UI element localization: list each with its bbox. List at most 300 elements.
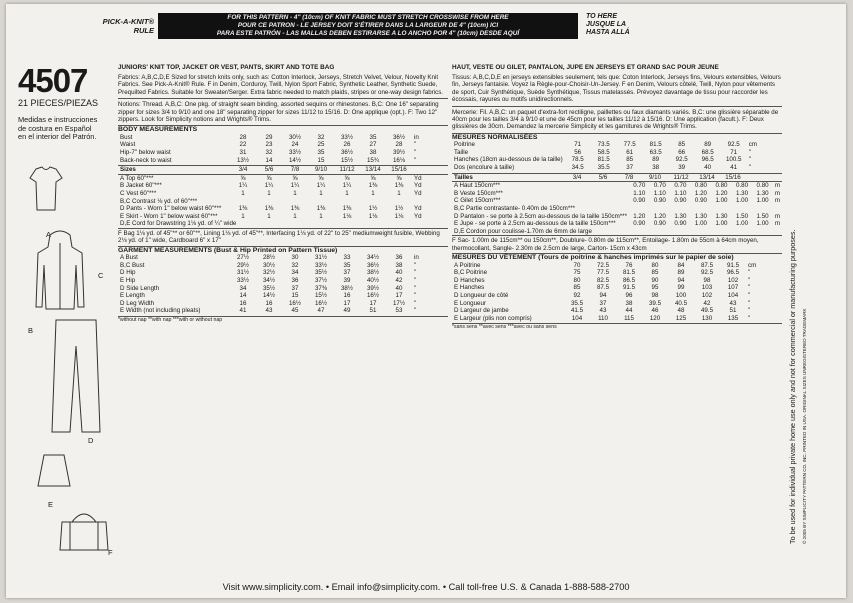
cell-value: 35 [369, 133, 377, 141]
cell-value: 1 [267, 190, 271, 197]
mesures-heading: MESURES NORMALISÉES [452, 133, 538, 141]
figure-label-c: C [98, 271, 104, 280]
table-row [452, 262, 758, 270]
cell-value: 1¼ [264, 182, 274, 190]
cell-value: 31½ [314, 254, 328, 262]
table-row [118, 205, 424, 213]
cell-value: 94 [599, 291, 607, 299]
cell-value: 40 [704, 164, 712, 172]
cell-value: 29 [265, 133, 273, 141]
cell-value: 46 [651, 307, 659, 315]
cell-value: 34 [291, 269, 299, 277]
unit-cell: m [774, 182, 780, 190]
tote-bag-sketch [56, 504, 112, 554]
cell-value: 0.90 [633, 220, 646, 228]
row-label: D Side Length [120, 284, 160, 292]
cell-value: 1.30 [736, 189, 749, 197]
cell-value: 47 [317, 307, 325, 315]
unit-cell: " [748, 269, 751, 277]
cell-value: 80 [573, 276, 581, 284]
unit-cell: " [414, 261, 417, 269]
size-cell: 15/16 [725, 173, 741, 181]
row-label: E Hanches [454, 284, 485, 292]
cell-value: 1 [345, 190, 349, 197]
cell-value: ⅝ [370, 174, 376, 182]
cell-value: 28 [395, 141, 403, 149]
cell-value: 1 [267, 212, 271, 220]
cell-value: 17 [343, 299, 351, 307]
cell-value: 26 [343, 141, 351, 149]
sizes-label: Tailles [454, 173, 473, 181]
unit-cell: cm [748, 261, 757, 269]
cell-value: 94 [677, 276, 685, 284]
cell-value: 49 [343, 307, 351, 315]
cell-value: 71 [730, 148, 738, 156]
cell-value: 39.5 [648, 299, 662, 307]
cell-value: 81.5 [597, 156, 610, 164]
cell-value: 32 [265, 149, 273, 157]
cell-value: 36½ [340, 149, 354, 157]
cell-value: ⅝ [266, 174, 272, 182]
row-label: E Largeur (plis non compris) [454, 314, 532, 322]
cell-value: 0.70 [653, 182, 666, 190]
unit-cell: Yd [414, 212, 422, 220]
row-label: Taille [454, 148, 469, 156]
cell-value: 34 [239, 284, 247, 292]
table-row [452, 284, 758, 292]
cell-value: 17 [369, 299, 377, 307]
unit-cell: " [748, 314, 751, 322]
cell-value: 85 [626, 156, 634, 164]
cell-value: 1 [293, 190, 297, 197]
cell-value: 38½ [340, 284, 354, 292]
cell-value: 1¼ [316, 182, 326, 190]
table-row [118, 277, 421, 285]
cell-value: 40.5 [674, 299, 688, 307]
cell-value: 1.00 [736, 220, 749, 228]
cell-value: 91.5 [726, 261, 740, 269]
unit-cell: in [414, 254, 419, 262]
to-here-fr: JUSQUE LA [586, 21, 627, 28]
row-label: E Jupe - se porte à 2.5cm au-dessous de la taille 150cm*** [454, 220, 616, 228]
size-cell: 7/8 [624, 173, 634, 181]
cell-value: 95 [651, 284, 659, 292]
cell-value: 1⅜ [290, 205, 300, 213]
cell-value: 104 [727, 291, 739, 299]
garment-measurements-heading: GARMENT MEASUREMENTS (Bust & Hip Printed on Pattern Tissue) [118, 246, 338, 254]
cell-value: 30½ [288, 133, 302, 141]
row-label: A Haut 150cm*** [454, 182, 501, 190]
table-row [118, 307, 421, 315]
cell-value: 17 [395, 292, 403, 300]
cell-value: 1⅛ [342, 212, 352, 220]
size-cell: 3/4 [238, 166, 248, 174]
cell-value: 35.5 [597, 164, 610, 172]
unit-cell: " [414, 284, 417, 292]
cell-value: 89 [704, 141, 712, 149]
cell-value: 125 [675, 314, 687, 322]
size-cell: 15/16 [391, 166, 407, 174]
cell-value: 92.5 [675, 156, 688, 164]
cell-value: 15 [291, 292, 299, 300]
cell-value: 103 [701, 284, 713, 292]
cell-value: 15½ [340, 156, 354, 164]
row-label: A Top 60"*** [120, 174, 154, 182]
row-label: D Longueur de côté [454, 291, 509, 299]
english-sizes-row [118, 166, 412, 174]
size-cell: 5/6 [598, 173, 608, 181]
size-cell: 3/4 [572, 173, 582, 181]
table-row [452, 205, 782, 213]
unit-cell: " [748, 291, 751, 299]
row-label: B,C Partie contrastante- 0.40m de 150cm*** [454, 205, 576, 212]
row-label: Dos (encolure à taille) [454, 164, 515, 172]
cell-value: 1 [371, 190, 375, 197]
cell-value: 78.5 [571, 156, 584, 164]
cell-value: 81.5 [622, 269, 636, 277]
cell-value: 1¼ [238, 182, 248, 190]
cell-value: 1¼ [290, 182, 300, 190]
cell-value: 48 [677, 307, 685, 315]
cell-value: 1 [319, 212, 323, 220]
unit-cell: m [774, 220, 780, 228]
french-title: HAUT, VESTE OU GILET, PANTALON, JUPE EN JERSEYS ET GRAND SAC POUR JEUNE [452, 64, 719, 71]
french-tissus: Tissus: A,B,C,D,E en jerseys extensibles seulement, tels que: Coton Interlock, Jerseys fins, Velours extensibles, Velours fin, Jerseys fantaisie. Voyez la Règle-pour-Choisir-Un-Jersey. F en Denim, Velours côtelé, Twill, Nylon pour vêtements de sport, Cuir Synthétique, Suède Synthétique, Tissus matelassés. Prévoyez davantage de tissu pour raccorder les écossais, rayures ou motifs unidirectionnels. [452, 74, 781, 104]
cell-value: 43 [729, 299, 737, 307]
cell-value: 0.90 [674, 197, 687, 205]
cell-value: 73.5 [597, 141, 610, 149]
row-label: D Hip [120, 269, 136, 277]
cell-value: 1⅜ [316, 205, 326, 213]
unit-cell: " [414, 156, 417, 164]
size-cell: 11/12 [673, 173, 689, 181]
cell-value: 35½ [262, 284, 276, 292]
cell-value: 84 [677, 261, 685, 269]
cell-value: 102 [701, 291, 713, 299]
cell-value: 1.10 [674, 189, 687, 197]
cell-value: 81.5 [649, 141, 662, 149]
cell-value: 43 [265, 307, 273, 315]
cell-value: 36½ [366, 261, 380, 269]
cell-value: 16½ [314, 299, 328, 307]
cell-value: 30½ [262, 261, 276, 269]
cell-value: 34½ [366, 254, 380, 262]
cell-value: 23 [265, 141, 273, 149]
cell-value: 1.30 [715, 212, 728, 220]
table-row [452, 228, 782, 236]
table-row [452, 164, 759, 172]
cell-value: 1 [397, 190, 401, 197]
cell-value: 89 [677, 269, 685, 277]
cell-value: 38 [652, 164, 660, 172]
cell-value: 34.5 [571, 164, 584, 172]
cell-value: 85 [651, 269, 659, 277]
table-row [452, 307, 758, 315]
size-cell: 5/6 [264, 166, 274, 174]
cell-value: 33 [343, 254, 351, 262]
cell-value: 27½ [236, 254, 250, 262]
size-cell: 9/10 [648, 173, 662, 181]
row-label: C Gilet 150cm*** [454, 197, 501, 205]
piece-count: 21 PIECES/PIEZAS [18, 98, 99, 108]
unit-cell: " [414, 292, 417, 300]
cell-value: 1⅜ [394, 182, 404, 190]
cell-value: 42 [395, 276, 403, 284]
table-row [118, 149, 421, 157]
cell-value: 91.5 [622, 284, 636, 292]
table-row [118, 190, 424, 198]
row-label: B,C Contrast ⅛ yd. of 60"*** [120, 197, 198, 205]
cell-value: 37 [599, 299, 607, 307]
table-row [452, 149, 759, 157]
cell-value: 28 [239, 133, 247, 141]
cell-value: 110 [598, 314, 608, 322]
cell-value: 32 [317, 133, 325, 141]
cell-value: 66 [678, 148, 686, 156]
pattern-envelope-back [6, 4, 846, 598]
unit-cell: m [774, 212, 780, 220]
row-label: C Vest 60"*** [120, 190, 157, 197]
cell-value: 16½ [366, 292, 380, 300]
cell-value: 96 [625, 291, 633, 299]
cell-value: 86.5 [622, 276, 636, 284]
cell-value: 1⅛ [394, 212, 404, 220]
unit-cell: in [414, 133, 419, 141]
row-label: Poitrine [454, 141, 475, 149]
spanish-note: Medidas e instrucciones de costura en Español en el interior del Patrón. [18, 115, 98, 142]
cell-value: 89 [652, 156, 660, 164]
cell-value: 104 [571, 314, 583, 322]
unit-cell: " [748, 148, 751, 156]
cell-value: 31 [239, 149, 247, 157]
cell-value: 82.5 [596, 276, 610, 284]
vetement-table [452, 262, 758, 323]
bag-note: F Bag 1⅛ yd. of 45"** or 60"**, Lining 1⅛ yd. of 45"**, Interfacing 1⅛ yd. of 22" to 25" mediumweight fusible, Webbing 2⅛ yd. of 1" wide, Cardboard 6" x 17" [118, 229, 440, 245]
cell-value: ⅝ [292, 174, 298, 182]
cell-value: 102 [727, 276, 739, 284]
size-cell: 13/14 [699, 173, 715, 181]
english-column [118, 64, 448, 324]
cell-value: 1.30 [694, 212, 707, 220]
table-row [118, 198, 424, 206]
unit-cell: " [414, 276, 417, 284]
unit-cell: cm [748, 141, 757, 149]
cell-value: 0.90 [633, 197, 646, 205]
cell-value: 100 [675, 291, 687, 299]
cell-value: ⅝ [344, 174, 350, 182]
cell-value: 40 [395, 284, 403, 292]
row-label: Bust [120, 133, 133, 141]
cell-value: 1⅜ [264, 205, 274, 213]
table-row [118, 285, 421, 293]
sizes-label: Sizes [120, 166, 136, 174]
cell-value: 0.80 [715, 182, 728, 190]
cell-value: 120 [649, 314, 661, 322]
row-label: B,C Bust [120, 261, 145, 269]
cell-value: 1⅜ [238, 205, 248, 213]
french-sizes-row [452, 174, 746, 182]
cell-value: 14 [239, 292, 247, 300]
contact-footer: Visit www.simplicity.com. • Email info@simplicity.com. • Call toll-free U.S. & Canada 1-888-588-2700 [222, 582, 630, 592]
cell-value: 1.00 [694, 220, 707, 228]
cell-value: 1.20 [633, 212, 646, 220]
cell-value: 1 [241, 190, 245, 197]
cell-value: 29½ [236, 261, 250, 269]
cell-value: 41 [730, 164, 738, 172]
table-row [118, 213, 424, 221]
cell-value: 1.50 [736, 212, 749, 220]
cell-value: 41.5 [570, 307, 584, 315]
size-cell: 9/10 [314, 166, 328, 174]
figure-label-b: B [28, 326, 34, 335]
cell-value: 1.10 [633, 189, 646, 197]
cell-value: 96.5 [701, 156, 714, 164]
copyright-notice: © 2005 BY SIMPLICITY PATTERN CO. INC. PRINTED IN USA. ORIGINAL SIZES UNREGISTERED TRADEMARK [802, 308, 807, 544]
cell-value: 16 [343, 292, 351, 300]
row-label: Hanches (18cm au-dessous de la taille) [454, 156, 563, 164]
size-cell: 7/8 [290, 166, 300, 174]
table-row [452, 292, 758, 300]
unit-cell: " [414, 307, 417, 315]
unit-cell: " [414, 269, 417, 277]
unit-cell: " [414, 149, 417, 157]
unit-cell: Yd [414, 174, 422, 182]
cell-value: 16 [265, 299, 273, 307]
cell-value: 100.5 [725, 156, 742, 164]
table-row [118, 134, 421, 142]
to-here-es: HASTA ALLÁ [586, 29, 630, 36]
cell-value: 32 [291, 261, 299, 269]
table-row [452, 141, 759, 149]
cell-value: 0.80 [694, 182, 707, 190]
row-label: B,C Poitrine [454, 269, 488, 277]
table-row [118, 220, 424, 228]
english-yardage-table [118, 175, 424, 228]
cell-value: 130 [701, 314, 713, 322]
cell-value: 99 [677, 284, 685, 292]
figure-label-f: F [108, 548, 113, 557]
table-row [452, 182, 782, 190]
unit-cell: " [748, 307, 751, 315]
unit-cell: m [774, 197, 780, 205]
cell-value: 24 [291, 141, 299, 149]
cell-value: 1.30 [674, 212, 687, 220]
cell-value: 35 [343, 261, 351, 269]
row-label: B Jacket 60"*** [120, 182, 162, 190]
cell-value: 56 [574, 148, 582, 156]
row-label: B Veste 150cm*** [454, 189, 503, 197]
cell-value: 0.90 [653, 220, 666, 228]
garment-measurements-table [118, 254, 421, 315]
cell-value: 49.5 [700, 307, 714, 315]
unit-cell: " [748, 156, 751, 164]
table-row [452, 315, 758, 323]
cell-value: 107 [727, 284, 739, 292]
cell-value: 87.5 [700, 261, 714, 269]
cell-value: 87.5 [596, 284, 610, 292]
cell-value: 1.10 [653, 189, 666, 197]
pattern-number: 4507 [18, 62, 88, 99]
to-here-en: TO HERE [586, 13, 617, 20]
unit-cell: " [414, 299, 417, 307]
english-title: JUNIORS' KNIT TOP, JACKET OR VEST, PANTS, SKIRT AND TOTE BAG [118, 64, 335, 71]
cell-value: 1.00 [715, 220, 728, 228]
stretch-rule-fr: POUR CE PATRON - LE JERSEY DOIT S'ÉTIRER DANS LA LARGEUR DE 4" (10cm) ICI [237, 22, 499, 29]
figure-label-e: E [48, 500, 54, 509]
cell-value: 16 [239, 299, 247, 307]
cell-value: 31½ [236, 269, 250, 277]
cell-value: 75 [573, 269, 581, 277]
cell-value: 58.5 [597, 148, 610, 156]
cell-value: 70 [573, 261, 581, 269]
cell-value: 0.70 [674, 182, 687, 190]
cell-value: 38 [369, 149, 377, 157]
table-row [118, 141, 421, 149]
cell-value: 61 [626, 148, 634, 156]
row-label: D Largeur de jambe [454, 307, 509, 315]
cell-value: 90 [651, 276, 659, 284]
unit-cell: Yd [414, 205, 422, 213]
sac-note: F Sac- 1.00m de 115cm** ou 150cm**, Doublure- 0.80m de 115cm**, Entoilage- 1.80m de 55cm à 64cm moyen, thermocollant, Sangle- 2.30m de 2.5cm de large, Carton- 15cm x 43cm [452, 237, 759, 252]
cell-value: 45 [291, 307, 299, 315]
cell-value: 25 [317, 141, 325, 149]
table-row [452, 213, 782, 221]
cell-value: 98 [703, 276, 711, 284]
row-label: D Pants - Worn 1" below waist 60"*** [120, 205, 222, 213]
cell-value: 38 [395, 261, 403, 269]
cell-value: 68.5 [701, 148, 714, 156]
cell-value: 30 [291, 254, 299, 262]
french-column [452, 64, 782, 332]
table-row [452, 220, 782, 228]
unit-cell: Yd [414, 182, 422, 190]
cell-value: 37 [626, 164, 634, 172]
cell-value: ⅝ [318, 174, 324, 182]
table-row [118, 300, 421, 308]
cell-value: 36½ [392, 133, 406, 141]
cell-value: 39 [678, 164, 686, 172]
cell-value: 39 [343, 276, 351, 284]
cell-value: 15½ [314, 292, 328, 300]
unit-cell: " [748, 284, 751, 292]
cell-value: 1½ [394, 205, 404, 213]
knit-top-sketch [26, 164, 66, 214]
body-measurements-heading: BODY MEASUREMENTS [118, 126, 198, 134]
row-label: E Length [120, 292, 145, 300]
unit-cell: " [748, 299, 751, 307]
cell-value: 16½ [288, 299, 302, 307]
cell-value: 33½ [340, 133, 354, 141]
english-notions: Notions: Thread. A,B,C: One pkg. of straight seam binding, assorted sequins or rhinestones. B,C: One 16" separating zipper for sizes 3/4 to 9/10 and one 18" separating zipper for sizes 11/12 to 15/16. D: One applique (opt.). F: Two 12" zippers. Look for Simplicity notions and Wrights® Trims. [118, 101, 439, 124]
row-label: D Leg Width [120, 299, 155, 307]
table-row [118, 157, 421, 165]
cell-value: 34½ [262, 276, 276, 284]
cell-value: 1.50 [756, 212, 769, 220]
hooded-jacket-sketch [32, 229, 88, 319]
skirt-sketch [34, 452, 74, 492]
english-fabrics: Fabrics: A,B,C,D,E Sized for stretch knits only, such as: Cotton Interlock, Jerseys, Stretch Velvet, Velour, Novelty Knit Fabrics. See Pick-A-Knit® Rule. F in Denim, Corduroy, Twill, Nylon Sport Fabric, Synthetic Leather, Synthetic Suede, Prequilted Fabrics. Suitable for Sweater/Serger. Extra fabric needed to match plaids, stripes or one-way design fabrics. [118, 74, 444, 96]
french-metrage-table [452, 182, 782, 235]
cell-value: ⅝ [396, 174, 402, 182]
table-row [118, 292, 421, 300]
cell-value: 17½ [392, 299, 406, 307]
unit-cell: " [414, 141, 417, 149]
cell-value: 92 [573, 291, 581, 299]
table-row [452, 197, 782, 205]
cell-value: 0.90 [694, 197, 707, 205]
unit-cell: " [748, 276, 751, 284]
cell-value: 39½ [366, 284, 380, 292]
